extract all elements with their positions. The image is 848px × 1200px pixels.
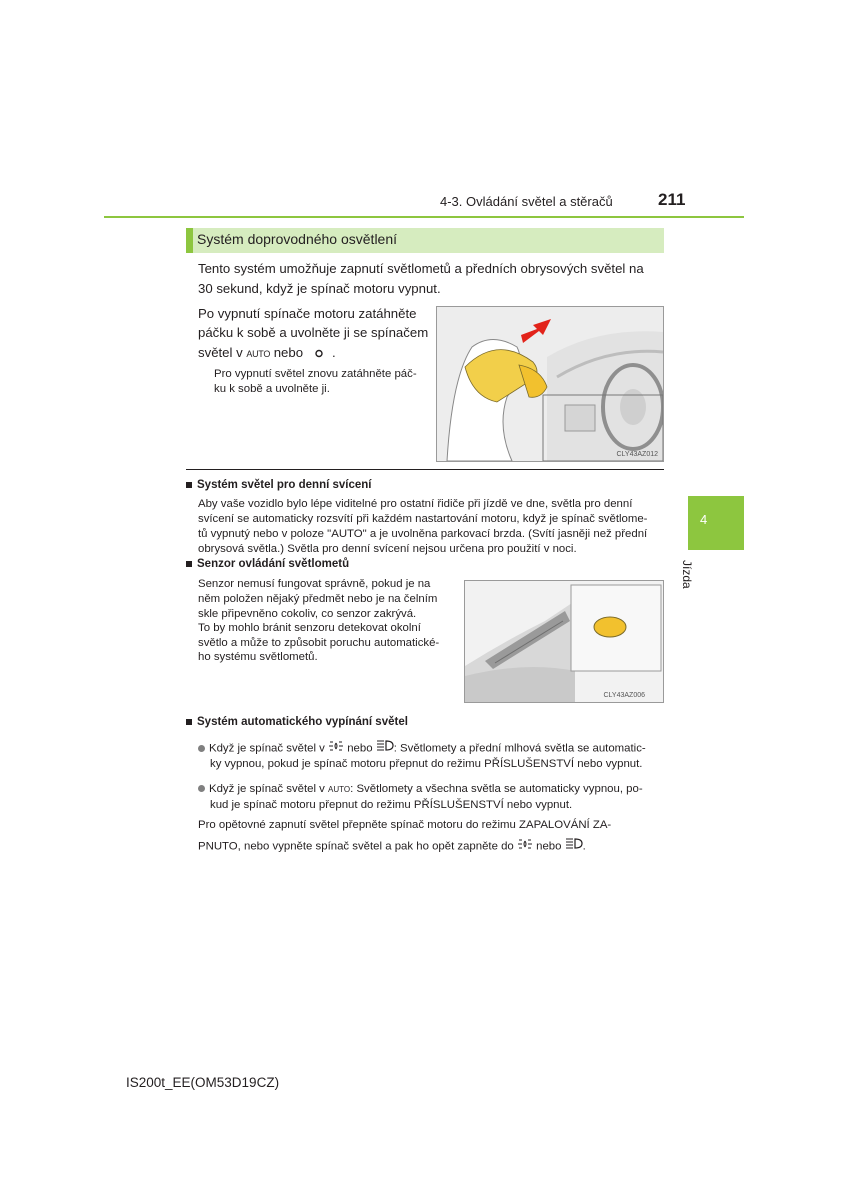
drl-line-4: obrysová světla.) Světla pro denní svícení nejsou určena pro použití v noci. [198,543,577,555]
auto-symbol: AUTO [246,349,271,359]
headlights-icon [565,838,583,855]
round-bullet-icon [198,745,205,752]
instruction-line-3-b: nebo [273,345,304,360]
instruction-line-2: páčku k sobě a uvolněte ji se spínačem [198,325,429,340]
instruction-line-1: Po vypnutí spínače motoru zatáhněte [198,306,417,321]
sensor-icon [594,617,626,637]
parking-lights-icon [517,839,533,855]
auto-symbol: AUTO [328,785,351,794]
divider [186,469,664,470]
sensor-heading [186,558,349,570]
auto-off-bullet-1-line-1: Když je spínač světel v nebo : Světlomety a přední mlhová světla se automatic- [198,740,668,757]
auto-off-heading-text: Systém automatického vypínání světel [197,716,408,728]
square-bullet-icon [186,561,192,567]
round-bullet-icon [198,785,205,792]
sensor-line-4: To by mohlo bránit senzoru detekovat okolní [198,622,421,634]
model-code-footer: IS200t_EE(OM53D19CZ) [126,1075,280,1090]
auto-off-bullet-2-line-2: kud je spínač motoru přepnut do režimu PŘÍSLUŠENSTVÍ nebo vypnut. [210,799,573,811]
instruction-line-3: světel v AUTO nebo . [198,342,336,365]
auto-off-para-line-2: PNUTO, nebo vypněte spínač světel a pak ho opět zapněte do nebo . [198,838,668,855]
headlights-icon [376,740,394,757]
header-divider [104,216,744,218]
auto-off-para-line-1: Pro opětovné zapnutí světel přepněte spínač motoru do režimu ZAPALOVÁNÍ ZA- [198,819,612,831]
lever-illustration [437,307,663,461]
chapter-number: 4 [700,512,708,527]
figure2-code: CLY43AZ006 [603,692,645,699]
sensor-line-2: něm položen nějaký předmět nebo je na čelním [198,593,438,605]
section-title: Systém doprovodného osvětlení [197,231,398,247]
chapter-name: Jízda [680,560,694,589]
instruction-note-1: Pro vypnutí světel znovu zatáhněte páč- [214,368,417,380]
instruction-note-2: ku k sobě a uvolněte ji. [214,383,330,395]
auto-off-heading [186,716,408,728]
header-section-title: 4-3. Ovládání světel a stěračů [440,194,613,209]
drl-heading [186,479,372,491]
parking-lights-icon [328,741,344,757]
sensor-heading-text: Senzor ovládání světlometů [197,558,350,570]
parking-lights-icon [313,343,325,364]
square-bullet-icon [186,719,192,725]
intro-line-2: 30 sekund, když je spínač motoru vypnut. [198,281,441,296]
sensor-line-6: ho systému světlometů. [198,651,318,663]
sensor-line-5: světlo a může to způsobit poruchu automatické- [198,637,440,649]
sensor-line-3: skle připevněno cokoliv, co senzor zakrývá. [198,608,417,620]
drl-line-2: svícení se automaticky rozsvítí při každém nastartování motoru, když je spínač světlome- [198,513,648,525]
drl-heading-text: Systém světel pro denní svícení [197,479,372,491]
sensor-line-1: Senzor nemusí fungovat správně, pokud je na [198,578,431,590]
instruction-line-3-a: světel v [198,345,243,360]
page-number: 211 [658,190,686,209]
figure1-code: CLY43AZ012 [616,451,658,458]
lever-figure [436,306,664,462]
intro-line-1: Tento systém umožňuje zapnutí světlometů a předních obrysových světel na [198,261,644,276]
sensor-illustration [465,581,663,702]
square-bullet-icon [186,482,192,488]
drl-line-3: tů vypnutý nebo v poloze "AUTO" a je uvolněna parkovací brzda. (Svítí jasněji než přední [198,528,648,540]
drl-line-1: Aby vaše vozidlo bylo lépe viditelné pro ostatní řidiče při jízdě ve dne, světla pro denní [198,498,633,510]
chapter-tab [688,496,744,550]
sensor-figure [464,580,664,703]
auto-off-bullet-1-line-2: ky vypnou, pokud je spínač motoru přepnut do režimu PŘÍSLUŠENSTVÍ nebo vypnut. [210,758,643,770]
auto-off-bullet-2-line-1: Když je spínač světel v AUTO: Světlomety a všechna světla se automaticky vypnou, po- [198,782,668,798]
